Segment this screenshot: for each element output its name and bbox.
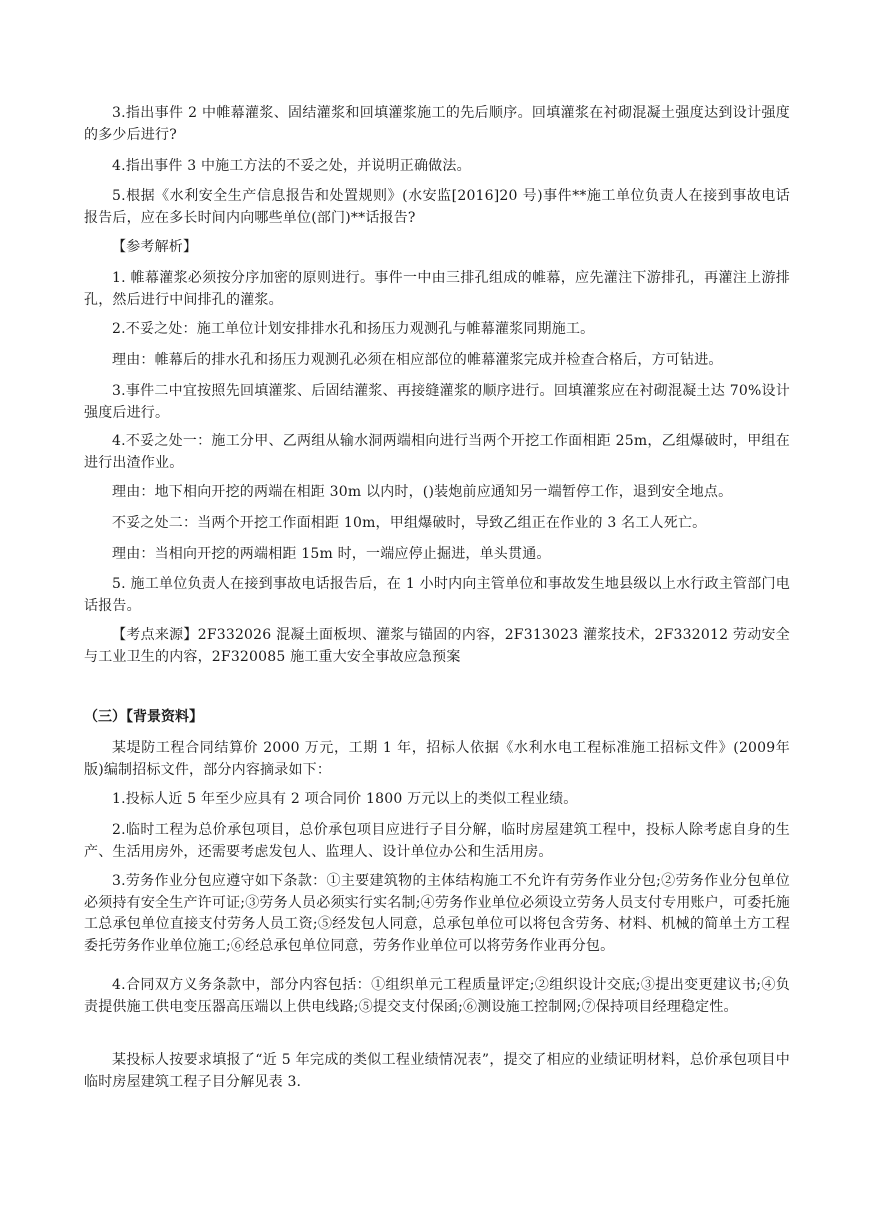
answer-2-reason: 理由：帷幕后的排水孔和扬压力观测孔必须在相应部位的帷幕灌浆完成并检查合格后，方可钻进。 <box>112 352 723 368</box>
section-3-intro: 某堤防工程合同结算价 2000 万元，工期 1 年，招标人依据《水利水电工程标准施工招标文件》(2009年版)编制招标文件，部分内容摘录如下： <box>84 740 790 778</box>
question-4: 4.指出事件 3 中施工方法的不妥之处，并说明正确做法。 <box>112 158 471 174</box>
answer-5: 5. 施工单位负责人在接到事故电话报告后，在 1 小时内向主管单位和事故发生地县级以上水行政主管部门电话报告。 <box>84 576 790 614</box>
answer-4-point-2: 不妥之处二：当两个开挖工作面相距 10m，甲组爆破时，导致乙组正在作业的 3 名工人死亡。 <box>112 515 707 531</box>
source-note: 【考点来源】2F332026 混凝土面板坝、灌浆与锚固的内容，2F313023 灌浆技术，2F332012 劳动安全与工业卫生的内容，2F320085 施工重大安全事故应急预案 <box>84 627 790 665</box>
analysis-title: 【参考解析】 <box>112 239 198 255</box>
question-3: 3.指出事件 2 中帷幕灌浆、固结灌浆和回填灌浆施工的先后顺序。回填灌浆在衬砌混凝土强度达到设计强度的多少后进行? <box>84 105 790 143</box>
answer-3: 3.事件二中宜按照先回填灌浆、后固结灌浆、再接缝灌浆的顺序进行。回填灌浆应在衬砌混凝土达 70%设计强度后进行。 <box>84 383 790 421</box>
answer-2: 2.不妥之处：施工单位计划安排排水孔和扬压力观测孔与帷幕灌浆同期施工。 <box>112 321 595 337</box>
section-3-item-3: 3.劳务作业分包应遵守如下条款：①主要建筑物的主体结构施工不允许有劳务作业分包;②劳务作业分包单位必须持有安全生产许可证;③劳务人员必须实行实名制;④劳务作业单位必须设立劳务人员支付专用账户，可委托施工总承包单位直接支付劳务人员工资;⑤经发包人同意，总承包单位可以将包含劳务、材料、机械的简单土方工程委托劳务作业单位施工;⑥经总承包单位同意，劳务作业单位可以将劳务作业再分包。 <box>84 873 790 954</box>
section-3-closing: 某投标人按要求填报了“近 5 年完成的类似工程业绩情况表”，提交了相应的业绩证明材料，总价承包项目中临时房屋建筑工程子目分解见表 3. <box>84 1052 790 1090</box>
section-3-item-4: 4.合同双方义务条款中，部分内容包括：①组织单元工程质量评定;②组织设计交底;③提出变更建议书;④负责提供施工供电变压器高压端以上供电线路;⑤提交支付保函;⑥测设施工控制网;⑦保持项目经理稳定性。 <box>84 977 790 1015</box>
section-3-item-2: 2.临时工程为总价承包项目，总价承包项目应进行子目分解，临时房屋建筑工程中，投标人除考虑自身的生产、生活用房外，还需要考虑发包人、监理人、设计单位办公和生活用房。 <box>84 822 790 860</box>
answer-4-reason-1: 理由：地下相向开挖的两端在相距 30m 以内时，()装炮前应通知另一端暂停工作，退到安全地点。 <box>112 484 733 500</box>
section-3-item-1: 1.投标人近 5 年至少应具有 2 项合同价 1800 万元以上的类似工程业绩。 <box>112 791 578 807</box>
answer-1: 1. 帷幕灌浆必须按分序加密的原则进行。事件一中由三排孔组成的帷幕，应先灌注下游排孔，再灌注上游排孔，然后进行中间排孔的灌浆。 <box>84 270 790 308</box>
section-3-heading: （三）【背景资料】 <box>84 709 203 725</box>
question-5: 5.根据《水利安全生产信息报告和处置规则》(水安监[2016]20 号)事件**施工单位负责人在接到事故电话报告后，应在多长时间内向哪些单位(部门)**话报告? <box>84 188 790 226</box>
answer-4: 4.不妥之处一：施工分甲、乙两组从输水洞两端相向进行当两个开挖工作面相距 25m，乙组爆破时，甲组在进行出渣作业。 <box>84 433 790 471</box>
answer-4-reason-2: 理由：当相向开挖的两端相距 15m 时，一端应停止掘进，单头贯通。 <box>112 546 551 562</box>
